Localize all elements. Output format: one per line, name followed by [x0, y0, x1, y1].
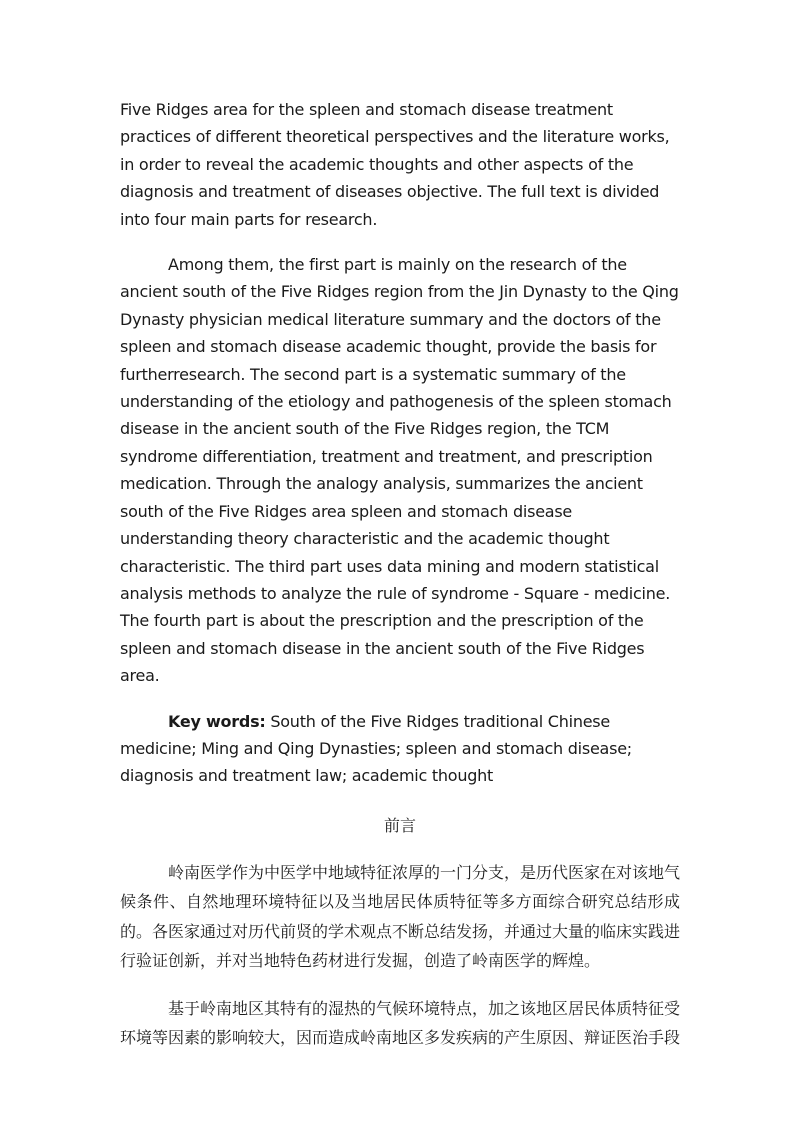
- abstract-paragraph-2: Among them, the first part is mainly on the research of the ancient south of the Five Ridges region from the Jin Dynasty to the Qing Dynasty physician medical literature summary and the doctors of the spleen and stomach disease academic thought, provide the basis for furtherresearch. The second part is a systematic summary of the understanding of the etiology and pathogenesis of the spleen stomach disease in the ancient south of the Five Ridges region, the TCM syndrome differentiation, treatment and treatment, and prescription medication. Through the analogy analysis, summarizes the ancient south of the Five Ridges area spleen and stomach disease understanding theory characteristic and the academic thought characteristic. The third part uses data mining and modern statistical analysis methods to analyze the rule of syndrome - Square - medicine. The fourth part is about the prescription and the prescription of the spleen and stomach disease in the ancient south of the Five Ridges area.: [120, 255, 679, 686]
- keywords-text: South of the Five Ridges traditional Chinese medicine; Ming and Qing Dynasties; spleen and stomach disease; diagnosis and treatment law; academic thought: [120, 711, 632, 786]
- keywords-label: Key words:: [168, 711, 266, 731]
- preface-heading: 前言: [383, 815, 416, 835]
- abstract-paragraph-1: Five Ridges area for the spleen and stomach disease treatment practices of different theoretical perspectives and the literature works, in order to reveal the academic thoughts and other aspects of the diagnosis and treatment of diseases objective. The full text is divided into four main parts for research.: [120, 100, 670, 229]
- keywords-paragraph: [120, 708, 680, 790]
- preface-paragraph-2: 基于岭南地区其特有的湿热的气候环境特点，加之该地区居民体质特征受环境等因素的影响较大，因而造成岭南地区多发疾病的产生原因、辩证医治手段: [120, 998, 681, 1048]
- preface-paragraph-1: 岭南医学作为中医学中地域特征浓厚的一门分支，是历代医家在对该地气候条件、自然地理环境特征以及当地居民体质特征等多方面综合研究总结形成的。各医家通过对历代前贤的学术观点不断总结发扬，并通过大量的临床实践进行验证创新，并对当地特色药材进行发掘，创造了岭南医学的辉煌。: [120, 863, 681, 970]
- document-page: [120, 96, 680, 1052]
